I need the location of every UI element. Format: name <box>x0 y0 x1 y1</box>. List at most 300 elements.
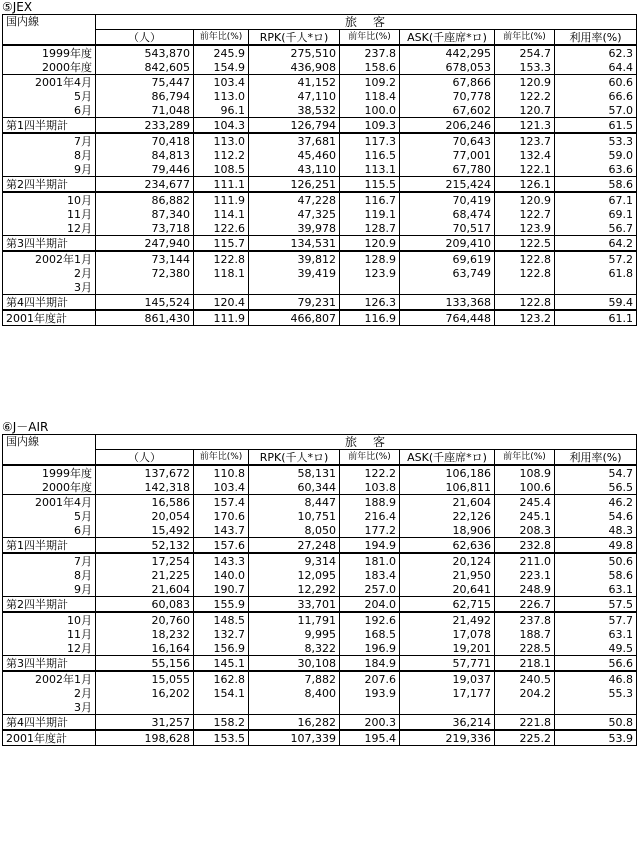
cell-value: 63,749 <box>400 266 495 280</box>
table-row <box>3 715 637 731</box>
cell-value: 56.6 <box>555 656 637 672</box>
row-label: 8月 <box>3 568 96 582</box>
table-row <box>3 700 637 715</box>
table-jex <box>2 14 637 326</box>
row-label: 5月 <box>3 89 96 103</box>
cell-value: 96.1 <box>194 103 249 118</box>
cell-value: 137,672 <box>96 465 194 480</box>
cell-value: 226.7 <box>495 597 555 613</box>
cell-value: 100.6 <box>495 480 555 495</box>
cell-value: 62,715 <box>400 597 495 613</box>
cell-value: 70,517 <box>400 221 495 236</box>
cell-value: 19,037 <box>400 671 495 686</box>
row-label: 10月 <box>3 192 96 207</box>
cell-value: 120.9 <box>495 75 555 90</box>
table-row <box>3 133 637 148</box>
row-label: 第1四半期計 <box>3 118 96 134</box>
cell-value: 198,628 <box>96 730 194 746</box>
table-row <box>3 627 637 641</box>
cell-value: 10,751 <box>249 509 340 523</box>
cell-value: 122.1 <box>495 162 555 177</box>
cell-value: 543,870 <box>96 45 194 60</box>
cell-value: 119.1 <box>340 207 400 221</box>
table-row <box>3 266 637 280</box>
cell-value: 49.5 <box>555 641 637 656</box>
header-utilization: 利用率(%) <box>555 30 637 46</box>
header-yoy: 前年比(%) <box>495 30 555 46</box>
row-label: 6月 <box>3 523 96 538</box>
cell-value: 86,882 <box>96 192 194 207</box>
cell-value: 221.8 <box>495 715 555 731</box>
cell-value: 66.6 <box>555 89 637 103</box>
table-row <box>3 60 637 75</box>
row-label: 第4四半期計 <box>3 715 96 731</box>
row-label: 3月 <box>3 280 96 295</box>
cell-value: 39,419 <box>249 266 340 280</box>
cell-value: 190.7 <box>194 582 249 597</box>
cell-value <box>96 700 194 715</box>
cell-value: 39,978 <box>249 221 340 236</box>
cell-value: 110.8 <box>194 465 249 480</box>
cell-value: 109.3 <box>340 118 400 134</box>
table-row <box>3 538 637 554</box>
cell-value: 115.7 <box>194 236 249 252</box>
cell-value: 108.5 <box>194 162 249 177</box>
cell-value: 67,866 <box>400 75 495 90</box>
table-row <box>3 89 637 103</box>
cell-value: 43,110 <box>249 162 340 177</box>
cell-value: 134,531 <box>249 236 340 252</box>
cell-value: 209,410 <box>400 236 495 252</box>
row-label: 3月 <box>3 700 96 715</box>
table-row <box>3 480 637 495</box>
cell-value: 126.1 <box>495 177 555 193</box>
cell-value: 128.9 <box>340 251 400 266</box>
cell-value: 77,001 <box>400 148 495 162</box>
cell-value: 678,053 <box>400 60 495 75</box>
cell-value: 103.4 <box>194 480 249 495</box>
cell-value: 123.9 <box>495 221 555 236</box>
cell-value: 56.7 <box>555 221 637 236</box>
cell-value: 123.9 <box>340 266 400 280</box>
cell-value <box>495 280 555 295</box>
cell-value: 111.1 <box>194 177 249 193</box>
cell-value: 143.3 <box>194 553 249 568</box>
cell-value: 120.9 <box>495 192 555 207</box>
cell-value: 70,419 <box>400 192 495 207</box>
table-row <box>3 75 637 90</box>
cell-value: 47,110 <box>249 89 340 103</box>
header-rpk: RPK(千人*ロ) <box>249 30 340 46</box>
cell-value: 158.2 <box>194 715 249 731</box>
row-label: 9月 <box>3 162 96 177</box>
cell-value: 122.7 <box>495 207 555 221</box>
cell-value: 122.6 <box>194 221 249 236</box>
table-row <box>3 568 637 582</box>
row-label: 11月 <box>3 207 96 221</box>
row-label: 10月 <box>3 612 96 627</box>
table-row <box>3 221 637 236</box>
table-row <box>3 553 637 568</box>
cell-value: 183.4 <box>340 568 400 582</box>
cell-value: 62.3 <box>555 45 637 60</box>
cell-value: 154.9 <box>194 60 249 75</box>
cell-value: 122.2 <box>340 465 400 480</box>
cell-value: 122.8 <box>495 295 555 311</box>
cell-value: 225.2 <box>495 730 555 746</box>
cell-value: 8,400 <box>249 686 340 700</box>
row-label: 第4四半期計 <box>3 295 96 311</box>
cell-value: 158.6 <box>340 60 400 75</box>
header-passengers-group: 旅 客 <box>96 15 637 30</box>
cell-value: 143.7 <box>194 523 249 538</box>
cell-value: 54.7 <box>555 465 637 480</box>
cell-value: 122.8 <box>194 251 249 266</box>
cell-value: 79,231 <box>249 295 340 311</box>
table-row <box>3 310 637 326</box>
table-jair <box>2 434 637 746</box>
cell-value: 70,418 <box>96 133 194 148</box>
cell-value: 194.9 <box>340 538 400 554</box>
cell-value: 49.8 <box>555 538 637 554</box>
cell-value: 11,791 <box>249 612 340 627</box>
cell-value: 111.9 <box>194 310 249 326</box>
cell-value: 233,289 <box>96 118 194 134</box>
table-row <box>3 177 637 193</box>
cell-value: 275,510 <box>249 45 340 60</box>
cell-value: 112.2 <box>194 148 249 162</box>
cell-value: 218.1 <box>495 656 555 672</box>
cell-value: 73,144 <box>96 251 194 266</box>
table-row <box>3 280 637 295</box>
cell-value: 57.5 <box>555 597 637 613</box>
cell-value: 132.4 <box>495 148 555 162</box>
cell-value: 100.0 <box>340 103 400 118</box>
cell-value: 21,604 <box>96 582 194 597</box>
cell-value: 58.6 <box>555 177 637 193</box>
cell-value: 47,228 <box>249 192 340 207</box>
cell-value: 57.0 <box>555 103 637 118</box>
cell-value: 257.0 <box>340 582 400 597</box>
row-label: 6月 <box>3 103 96 118</box>
cell-value: 19,201 <box>400 641 495 656</box>
cell-value: 133,368 <box>400 295 495 311</box>
cell-value: 153.3 <box>495 60 555 75</box>
cell-value: 16,202 <box>96 686 194 700</box>
table-row <box>3 251 637 266</box>
cell-value: 72,380 <box>96 266 194 280</box>
cell-value: 154.1 <box>194 686 249 700</box>
cell-value: 237.8 <box>495 612 555 627</box>
cell-value: 60,344 <box>249 480 340 495</box>
header-yoy: 前年比(%) <box>194 30 249 46</box>
cell-value: 170.6 <box>194 509 249 523</box>
row-label: 2001年度計 <box>3 310 96 326</box>
row-label: 2月 <box>3 686 96 700</box>
header-domestic: 国内線 <box>3 435 96 466</box>
cell-value: 193.9 <box>340 686 400 700</box>
cell-value: 140.0 <box>194 568 249 582</box>
cell-value: 106,811 <box>400 480 495 495</box>
cell-value: 22,126 <box>400 509 495 523</box>
cell-value: 84,813 <box>96 148 194 162</box>
cell-value: 18,232 <box>96 627 194 641</box>
cell-value: 17,254 <box>96 553 194 568</box>
cell-value: 120.7 <box>495 103 555 118</box>
cell-value: 115.5 <box>340 177 400 193</box>
cell-value: 17,177 <box>400 686 495 700</box>
header-rpk: RPK(千人*ロ) <box>249 450 340 466</box>
table-row <box>3 162 637 177</box>
cell-value: 117.3 <box>340 133 400 148</box>
header-yoy: 前年比(%) <box>340 30 400 46</box>
cell-value: 67,602 <box>400 103 495 118</box>
cell-value <box>555 700 637 715</box>
cell-value: 111.9 <box>194 192 249 207</box>
cell-value: 245.1 <box>495 509 555 523</box>
row-label: 2002年1月 <box>3 251 96 266</box>
cell-value: 466,807 <box>249 310 340 326</box>
cell-value: 181.0 <box>340 553 400 568</box>
cell-value: 113.0 <box>194 89 249 103</box>
row-label: 1999年度 <box>3 45 96 60</box>
cell-value: 48.3 <box>555 523 637 538</box>
cell-value: 21,492 <box>400 612 495 627</box>
cell-value: 234,677 <box>96 177 194 193</box>
row-label: 第2四半期計 <box>3 597 96 613</box>
cell-value: 126,794 <box>249 118 340 134</box>
cell-value: 57.7 <box>555 612 637 627</box>
cell-value: 248.9 <box>495 582 555 597</box>
cell-value: 52,132 <box>96 538 194 554</box>
cell-value: 67.1 <box>555 192 637 207</box>
row-label: 2月 <box>3 266 96 280</box>
cell-value: 63.1 <box>555 582 637 597</box>
cell-value: 63.1 <box>555 627 637 641</box>
cell-value: 155.9 <box>194 597 249 613</box>
table-row <box>3 45 637 60</box>
cell-value: 764,448 <box>400 310 495 326</box>
cell-value: 56.5 <box>555 480 637 495</box>
cell-value: 68,474 <box>400 207 495 221</box>
cell-value: 27,248 <box>249 538 340 554</box>
cell-value: 156.9 <box>194 641 249 656</box>
cell-value: 118.4 <box>340 89 400 103</box>
row-label: 9月 <box>3 582 96 597</box>
cell-value: 55,156 <box>96 656 194 672</box>
row-label: 第2四半期計 <box>3 177 96 193</box>
table-row <box>3 148 637 162</box>
cell-value: 206,246 <box>400 118 495 134</box>
row-label: 12月 <box>3 641 96 656</box>
row-label: 11月 <box>3 627 96 641</box>
cell-value: 116.5 <box>340 148 400 162</box>
header-domestic: 国内線 <box>3 15 96 46</box>
table-row <box>3 582 637 597</box>
table-row <box>3 236 637 252</box>
cell-value: 73,718 <box>96 221 194 236</box>
cell-value: 55.3 <box>555 686 637 700</box>
cell-value: 177.2 <box>340 523 400 538</box>
header-passengers-group: 旅 客 <box>96 435 637 450</box>
cell-value: 842,605 <box>96 60 194 75</box>
row-label: 第1四半期計 <box>3 538 96 554</box>
cell-value <box>555 280 637 295</box>
header-yoy: 前年比(%) <box>495 450 555 466</box>
cell-value: 15,055 <box>96 671 194 686</box>
cell-value: 215,424 <box>400 177 495 193</box>
cell-value: 192.6 <box>340 612 400 627</box>
cell-value: 63.6 <box>555 162 637 177</box>
table-row <box>3 686 637 700</box>
cell-value: 142,318 <box>96 480 194 495</box>
cell-value: 53.9 <box>555 730 637 746</box>
cell-value: 46.8 <box>555 671 637 686</box>
cell-value: 39,812 <box>249 251 340 266</box>
cell-value: 106,186 <box>400 465 495 480</box>
cell-value: 108.9 <box>495 465 555 480</box>
cell-value: 200.3 <box>340 715 400 731</box>
cell-value: 184.9 <box>340 656 400 672</box>
cell-value: 18,906 <box>400 523 495 538</box>
cell-value: 223.1 <box>495 568 555 582</box>
header-persons: （人） <box>96 30 194 46</box>
cell-value: 122.8 <box>495 266 555 280</box>
cell-value <box>194 280 249 295</box>
cell-value: 207.6 <box>340 671 400 686</box>
cell-value <box>495 700 555 715</box>
cell-value: 104.3 <box>194 118 249 134</box>
cell-value: 53.3 <box>555 133 637 148</box>
cell-value: 64.2 <box>555 236 637 252</box>
cell-value: 38,532 <box>249 103 340 118</box>
cell-value: 37,681 <box>249 133 340 148</box>
cell-value: 36,214 <box>400 715 495 731</box>
cell-value: 60,083 <box>96 597 194 613</box>
cell-value: 162.8 <box>194 671 249 686</box>
cell-value: 211.0 <box>495 553 555 568</box>
cell-value: 196.9 <box>340 641 400 656</box>
header-ask: ASK(千座席*ロ) <box>400 450 495 466</box>
cell-value: 21,950 <box>400 568 495 582</box>
cell-value: 107,339 <box>249 730 340 746</box>
cell-value: 47,325 <box>249 207 340 221</box>
table-row <box>3 509 637 523</box>
row-label: 7月 <box>3 553 96 568</box>
cell-value: 122.2 <box>495 89 555 103</box>
row-label: 12月 <box>3 221 96 236</box>
table-row <box>3 192 637 207</box>
row-label: 2000年度 <box>3 60 96 75</box>
cell-value: 103.4 <box>194 75 249 90</box>
cell-value: 45,460 <box>249 148 340 162</box>
cell-value: 247,940 <box>96 236 194 252</box>
header-utilization: 利用率(%) <box>555 450 637 466</box>
cell-value: 21,225 <box>96 568 194 582</box>
cell-value: 126,251 <box>249 177 340 193</box>
cell-value: 126.3 <box>340 295 400 311</box>
header-ask: ASK(千座席*ロ) <box>400 30 495 46</box>
cell-value: 15,492 <box>96 523 194 538</box>
cell-value <box>96 280 194 295</box>
section-title-jair: ⑥J－AIR <box>2 420 49 434</box>
cell-value: 60.6 <box>555 75 637 90</box>
cell-value: 9,995 <box>249 627 340 641</box>
table-row <box>3 207 637 221</box>
cell-value: 113.1 <box>340 162 400 177</box>
table-row <box>3 523 637 538</box>
cell-value: 50.8 <box>555 715 637 731</box>
cell-value <box>249 280 340 295</box>
cell-value: 132.7 <box>194 627 249 641</box>
cell-value: 188.7 <box>495 627 555 641</box>
cell-value: 116.7 <box>340 192 400 207</box>
table-row <box>3 597 637 613</box>
row-label: 8月 <box>3 148 96 162</box>
cell-value: 148.5 <box>194 612 249 627</box>
cell-value: 12,095 <box>249 568 340 582</box>
cell-value: 123.2 <box>495 310 555 326</box>
cell-value: 12,292 <box>249 582 340 597</box>
cell-value: 123.7 <box>495 133 555 148</box>
row-label: 第3四半期計 <box>3 236 96 252</box>
cell-value: 109.2 <box>340 75 400 90</box>
cell-value: 71,048 <box>96 103 194 118</box>
cell-value: 8,050 <box>249 523 340 538</box>
cell-value: 168.5 <box>340 627 400 641</box>
cell-value: 87,340 <box>96 207 194 221</box>
table-row <box>3 495 637 510</box>
cell-value: 204.2 <box>495 686 555 700</box>
row-label: 2002年1月 <box>3 671 96 686</box>
cell-value: 50.6 <box>555 553 637 568</box>
table-row <box>3 641 637 656</box>
cell-value: 157.4 <box>194 495 249 510</box>
cell-value: 57,771 <box>400 656 495 672</box>
cell-value: 21,604 <box>400 495 495 510</box>
cell-value: 41,152 <box>249 75 340 90</box>
cell-value: 254.7 <box>495 45 555 60</box>
cell-value: 61.8 <box>555 266 637 280</box>
cell-value: 70,778 <box>400 89 495 103</box>
cell-value: 20,124 <box>400 553 495 568</box>
row-label: 2000年度 <box>3 480 96 495</box>
cell-value: 245.9 <box>194 45 249 60</box>
header-yoy: 前年比(%) <box>194 450 249 466</box>
cell-value: 861,430 <box>96 310 194 326</box>
cell-value: 58.6 <box>555 568 637 582</box>
cell-value: 9,314 <box>249 553 340 568</box>
cell-value: 69,619 <box>400 251 495 266</box>
cell-value: 20,054 <box>96 509 194 523</box>
table-row <box>3 465 637 480</box>
row-label: 2001年4月 <box>3 75 96 90</box>
cell-value: 62,636 <box>400 538 495 554</box>
cell-value: 31,257 <box>96 715 194 731</box>
cell-value: 54.6 <box>555 509 637 523</box>
cell-value <box>400 280 495 295</box>
header-yoy: 前年比(%) <box>340 450 400 466</box>
cell-value: 20,760 <box>96 612 194 627</box>
cell-value: 58,131 <box>249 465 340 480</box>
cell-value: 145,524 <box>96 295 194 311</box>
cell-value: 33,701 <box>249 597 340 613</box>
cell-value: 128.7 <box>340 221 400 236</box>
cell-value: 219,336 <box>400 730 495 746</box>
cell-value: 208.3 <box>495 523 555 538</box>
cell-value: 237.8 <box>340 45 400 60</box>
cell-value: 153.5 <box>194 730 249 746</box>
